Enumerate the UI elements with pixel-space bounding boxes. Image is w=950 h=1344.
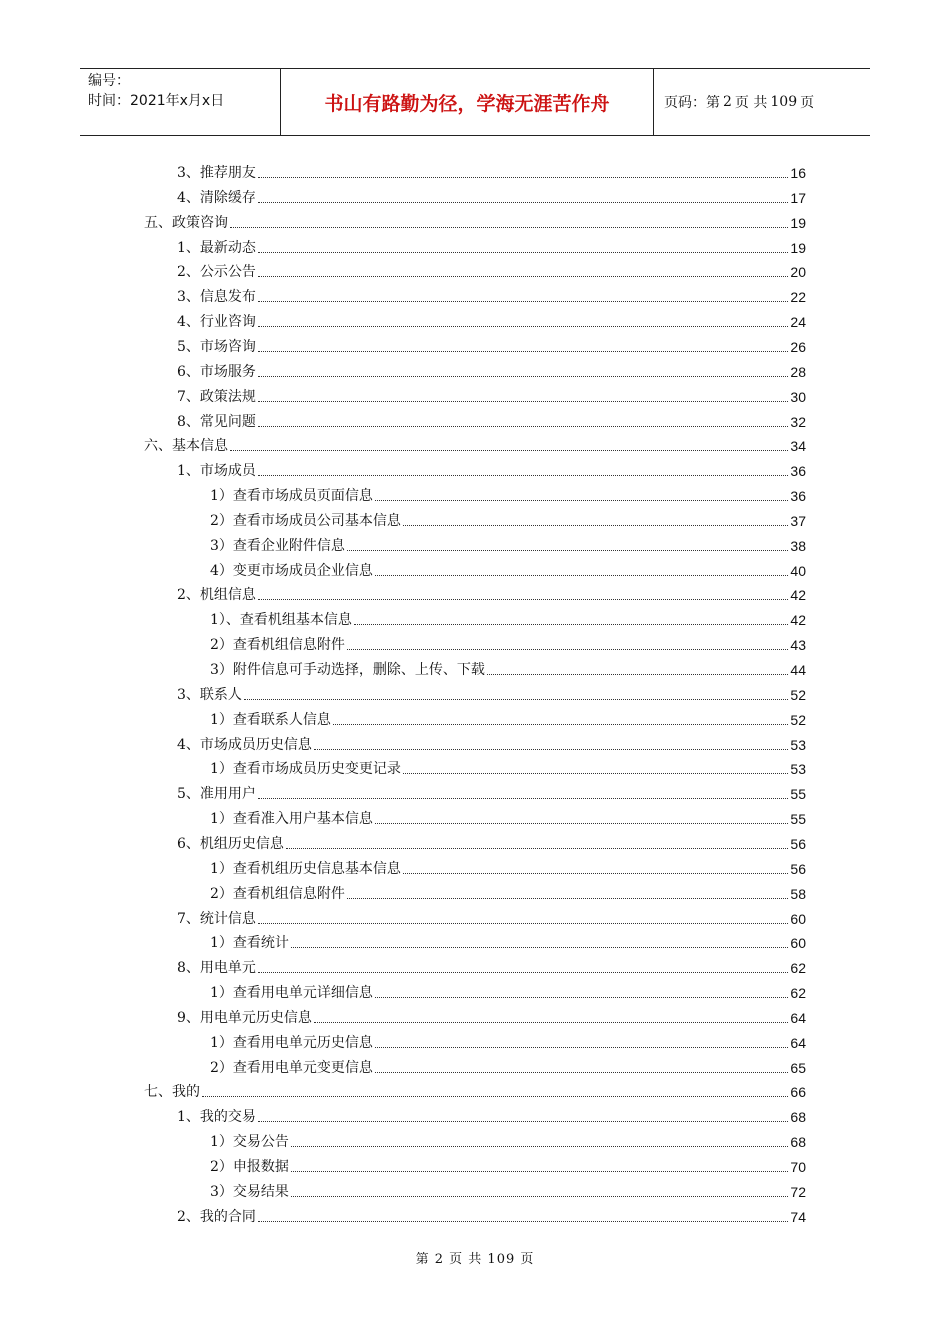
toc-entry[interactable]: [177, 779, 806, 803]
toc-leader-dots: [258, 251, 789, 253]
toc-leader-dots: [258, 300, 789, 302]
toc-entry[interactable]: [177, 1003, 806, 1027]
serial-number-label: 编号：: [88, 73, 130, 89]
toc-entry-page: 20: [790, 264, 806, 281]
toc-entry-page: 32: [790, 413, 806, 430]
toc-entry-page: 40: [790, 562, 806, 579]
toc-entry[interactable]: [210, 1053, 806, 1077]
toc-entry-title: 2、机组信息: [177, 587, 256, 604]
toc-entry[interactable]: [177, 307, 806, 331]
toc-entry[interactable]: [177, 158, 806, 182]
toc-entry[interactable]: [210, 531, 806, 555]
toc-entry[interactable]: [210, 1028, 806, 1052]
toc-entry-page: 44: [790, 662, 806, 678]
toc-entry-title: 1）、查看机组基本信息: [210, 612, 352, 629]
toc-entry-title: 4、清除缓存: [177, 189, 256, 206]
toc-entry[interactable]: [144, 1077, 806, 1101]
toc-leader-dots: [258, 425, 789, 427]
toc-leader-dots: [258, 400, 789, 402]
toc-leader-dots: [258, 275, 789, 277]
toc-entry-title: 7、统计信息: [177, 910, 256, 927]
toc-leader-dots: [202, 1095, 788, 1097]
page-header: [80, 68, 870, 136]
time-label: 时间：2021年x月x日: [88, 93, 225, 109]
toc-entry-title: 9、用电单元历史信息: [177, 1009, 312, 1026]
toc-leader-dots: [403, 524, 789, 526]
toc-entry-title: 1、我的交易: [177, 1109, 256, 1126]
toc-entry[interactable]: [177, 904, 806, 928]
toc-leader-dots: [258, 201, 789, 203]
toc-entry-title: 5、准用用户: [177, 786, 256, 803]
toc-leader-dots: [258, 350, 789, 352]
toc-entry-title: 七、我的: [144, 1084, 200, 1101]
toc-entry[interactable]: [177, 407, 806, 431]
toc-entry[interactable]: [210, 630, 806, 654]
toc-entry-page: 42: [790, 612, 806, 629]
toc-entry[interactable]: [177, 183, 806, 207]
toc-entry[interactable]: [177, 233, 806, 257]
toc-entry[interactable]: [210, 655, 806, 679]
toc-entry[interactable]: [177, 332, 806, 356]
toc-leader-dots: [347, 897, 789, 899]
toc-entry-page: 60: [790, 910, 806, 927]
toc-leader-dots: [375, 1046, 789, 1048]
toc-leader-dots: [258, 598, 789, 600]
toc-entry-title: 8、常见问题: [177, 413, 256, 430]
header-page-info: [654, 69, 870, 135]
toc-entry-title: 3）交易结果: [210, 1183, 289, 1200]
page-prefix: 页码：第: [664, 95, 720, 111]
toc-entry-page: 62: [790, 960, 806, 977]
toc-leader-dots: [314, 748, 789, 750]
toc-entry-title: 五、政策咨询: [144, 214, 228, 231]
toc-entry-page: 37: [790, 512, 806, 529]
toc-entry[interactable]: [177, 829, 806, 853]
toc-entry-page: 30: [790, 388, 806, 405]
toc-leader-dots: [258, 474, 789, 476]
toc-entry[interactable]: [210, 556, 806, 580]
toc-entry-page: 72: [790, 1183, 806, 1200]
toc-entry-title: 1）查看机组历史信息基本信息: [210, 860, 401, 877]
toc-entry[interactable]: [210, 1152, 806, 1176]
toc-leader-dots: [403, 772, 789, 774]
toc-entry-page: 17: [790, 189, 806, 206]
toc-leader-dots: [354, 623, 789, 625]
toc-leader-dots: [258, 176, 789, 178]
toc-leader-dots: [258, 797, 789, 799]
toc-entry-title: 1）查看联系人信息: [210, 711, 331, 728]
toc-entry-title: 2）查看机组信息附件: [210, 885, 345, 902]
toc-entry-title: 1）查看用电单元详细信息: [210, 985, 373, 1002]
toc-entry-page: 58: [790, 885, 806, 902]
toc-entry-title: 1）查看准入用户基本信息: [210, 811, 373, 828]
toc-entry-title: 1）交易公告: [210, 1134, 289, 1151]
toc-entry-title: 3）查看企业附件信息: [210, 537, 345, 554]
toc-entry[interactable]: [210, 804, 806, 828]
toc-entry-page: 53: [790, 761, 806, 778]
toc-entry[interactable]: [210, 1177, 806, 1201]
page-middle: 页 共: [734, 95, 768, 111]
toc-entry[interactable]: [177, 680, 806, 704]
toc-leader-dots: [375, 574, 789, 576]
page-suffix: 页: [800, 95, 815, 111]
toc-entry-page: 66: [790, 1084, 806, 1101]
page-footer: 第 2 页 共 109 页: [415, 1252, 535, 1267]
toc-entry[interactable]: [210, 928, 806, 952]
toc-leader-dots: [291, 1170, 789, 1172]
toc-entry-page: 68: [790, 1109, 806, 1126]
toc-entry-title: 6、市场服务: [177, 363, 256, 380]
toc-entry[interactable]: [177, 456, 806, 480]
toc-leader-dots: [314, 1021, 789, 1023]
toc-entry-title: 3、联系人: [177, 686, 242, 703]
toc-leader-dots: [258, 1120, 789, 1122]
toc-leader-dots: [333, 723, 789, 725]
toc-leader-dots: [347, 648, 789, 650]
toc-entry-title: 4、行业咨询: [177, 314, 256, 331]
toc-entry[interactable]: [177, 382, 806, 406]
toc-entry-page: 70: [790, 1159, 806, 1175]
toc-entry[interactable]: [210, 978, 806, 1002]
page-current: 2: [723, 94, 732, 110]
toc-entry-title: 2）申报数据: [210, 1159, 289, 1175]
toc-entry-title: 4、市场成员历史信息: [177, 736, 312, 753]
toc-leader-dots: [258, 375, 789, 377]
toc-entry-title: 8、用电单元: [177, 960, 256, 977]
toc-entry[interactable]: [177, 357, 806, 381]
toc-entry-title: 3、信息发布: [177, 289, 256, 306]
toc-leader-dots: [258, 971, 789, 973]
toc-entry-page: 55: [790, 811, 806, 828]
toc-entry-page: 16: [790, 165, 806, 181]
toc-entry-title: 3）附件信息可手动选择，删除、上传、下载: [210, 662, 485, 678]
toc-leader-dots: [291, 946, 789, 948]
toc-entry[interactable]: [210, 879, 806, 903]
page-total: 109: [770, 94, 798, 110]
header-meta: [80, 69, 281, 135]
toc-entry[interactable]: [144, 208, 806, 232]
toc-entry-page: 19: [790, 214, 806, 231]
toc-leader-dots: [258, 325, 789, 327]
toc-leader-dots: [258, 922, 789, 924]
toc-entry[interactable]: [177, 730, 806, 754]
toc-entry-title: 1、市场成员: [177, 463, 256, 480]
toc-entry-title: 3、推荐朋友: [177, 165, 256, 181]
toc-leader-dots: [375, 499, 789, 501]
toc-leader-dots: [375, 822, 789, 824]
toc-entry-page: 43: [790, 637, 806, 654]
toc-entry-page: 24: [790, 314, 806, 331]
toc-entry-page: 62: [790, 985, 806, 1002]
toc-entry-page: 64: [790, 1034, 806, 1051]
toc-entry-page: 19: [790, 239, 806, 256]
toc-entry-title: 7、政策法规: [177, 388, 256, 405]
toc-entry-title: 1）查看统计: [210, 935, 289, 952]
toc-entry-page: 22: [790, 289, 806, 306]
toc-entry-page: 36: [790, 463, 806, 480]
toc-leader-dots: [286, 847, 789, 849]
toc-entry[interactable]: [144, 431, 806, 455]
toc-entry-title: 6、机组历史信息: [177, 835, 284, 852]
toc-entry-page: 26: [790, 338, 806, 355]
header-motto: 书山有路勤为径，学海无涯苦作舟: [281, 69, 654, 135]
toc-entry-title: 2、公示公告: [177, 264, 256, 281]
toc-entry-title: 2）查看市场成员公司基本信息: [210, 512, 401, 529]
toc-entry-title: 2）查看用电单元变更信息: [210, 1059, 373, 1076]
toc-entry-title: 4）变更市场成员企业信息: [210, 562, 373, 579]
toc-leader-dots: [244, 698, 789, 700]
toc-entry[interactable]: [210, 506, 806, 530]
toc-entry-page: 68: [790, 1134, 806, 1151]
toc-entry[interactable]: [177, 953, 806, 977]
toc-entry-title: 1、最新动态: [177, 239, 256, 256]
toc-entry-page: 56: [790, 860, 806, 877]
toc-entry[interactable]: [210, 605, 806, 629]
toc-leader-dots: [258, 1220, 789, 1222]
toc-entry[interactable]: [210, 854, 806, 878]
toc-entry-page: 42: [790, 587, 806, 604]
toc-entry-page: 52: [790, 686, 806, 703]
toc-entry-page: 56: [790, 835, 806, 852]
toc-entry-page: 55: [790, 786, 806, 803]
toc-entry[interactable]: [177, 1102, 806, 1126]
toc-entry-title: 1）查看市场成员历史变更记录: [210, 761, 401, 778]
toc-entry-page: 52: [790, 711, 806, 728]
toc-entry[interactable]: [177, 1202, 806, 1226]
toc-entry-page: 65: [790, 1059, 806, 1076]
toc-entry-page: 34: [790, 438, 806, 455]
toc-entry[interactable]: [177, 282, 806, 306]
toc-leader-dots: [347, 549, 789, 551]
toc-entry-title: 2）查看机组信息附件: [210, 637, 345, 654]
toc-entry-page: 36: [790, 488, 806, 505]
toc-leader-dots: [375, 1071, 789, 1073]
toc-entry[interactable]: [210, 1127, 806, 1151]
toc-leader-dots: [230, 449, 788, 451]
toc-entry-title: 5、市场咨询: [177, 338, 256, 355]
toc-entry-page: 38: [790, 537, 806, 554]
toc-leader-dots: [230, 226, 788, 228]
toc-leader-dots: [291, 1195, 789, 1197]
toc-entry-page: 28: [790, 363, 806, 380]
toc-leader-dots: [375, 996, 789, 998]
toc-entry-title: 六、基本信息: [144, 438, 228, 455]
toc-entry-title: 1）查看用电单元历史信息: [210, 1034, 373, 1051]
toc-entry-page: 64: [790, 1009, 806, 1026]
toc-entry-title: 2、我的合同: [177, 1208, 256, 1225]
toc-leader-dots: [403, 872, 789, 874]
toc-entry[interactable]: [177, 257, 806, 281]
toc-leader-dots: [487, 673, 789, 675]
toc-entry-page: 53: [790, 736, 806, 753]
toc-entry-page: 60: [790, 935, 806, 952]
toc-entry-page: 74: [790, 1208, 806, 1225]
toc-entry[interactable]: [210, 481, 806, 505]
toc-entry[interactable]: [177, 580, 806, 604]
toc-leader-dots: [291, 1145, 789, 1147]
toc-entry[interactable]: [210, 705, 806, 729]
toc-entry-title: 1）查看市场成员页面信息: [210, 488, 373, 505]
toc-entry[interactable]: [210, 754, 806, 778]
